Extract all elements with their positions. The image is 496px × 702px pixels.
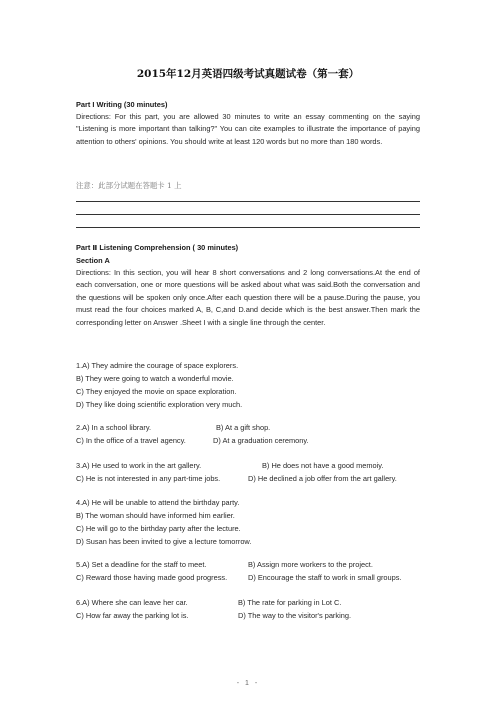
q6-option-d: D) The way to the visitor's parking.	[238, 611, 351, 620]
part2-directions: Directions: In this section, you will hear 8 short conversations and 2 long conversations.At the end of each conversation, one or more questions will be asked about what was said.Both the conversation and the questions will be spoken only once.After each question there will be a pause.During the pause, you must read the four choices marked A, B, C,and D.and decide which is the best answer.Then mark the corresponding letter on Answer .Sheet I with a single line through the center.	[76, 268, 420, 327]
q4-option-c: C) He will go to the birthday party after the lecture.	[76, 524, 241, 533]
q6-row-2	[76, 610, 420, 622]
q6-option-b: B) The rate for parking in Lot C.	[238, 598, 342, 607]
q1-option-d: D) They like doing scientific exploration very much.	[76, 400, 243, 409]
q2-option-c: C) In the office of a travel agency.	[76, 436, 186, 445]
part1-heading: Part I Writing (30 minutes)	[76, 100, 168, 109]
q2-row-1	[76, 422, 420, 434]
q5-row-2	[76, 572, 420, 584]
q4-option-b: B) The woman should have informed him earlier.	[76, 511, 235, 520]
page-title: 2015年12月英语四级考试真题试卷（第一套）	[136, 68, 360, 80]
q5-option-a: 5.A) Set a deadline for the staff to meet.	[76, 560, 207, 569]
part2-heading: Part Ⅱ Listening Comprehension ( 30 minutes)	[76, 243, 239, 252]
answer-line	[76, 201, 420, 202]
q3-option-d: D) He declined a job offer from the art gallery.	[248, 474, 397, 483]
part1-directions: Directions: For this part, you are allowed 30 minutes to write an essay commenting on the saying "Listening is more important than talking?" You can cite examples to illustrate the importance of paying attention to others' opinions. You should write at least 120 words but no more than 180 words.	[76, 112, 420, 146]
q2-option-b: B) At a gift shop.	[216, 423, 271, 432]
q3-option-a: 3.A) He used to work in the art gallery.	[76, 461, 202, 470]
q5-option-b: B) Assign more workers to the project.	[248, 560, 373, 569]
q3-option-c: C) He is not interested in any part-time jobs.	[76, 474, 221, 483]
answer-line	[76, 227, 420, 228]
q5-row-1	[76, 559, 420, 571]
q6-row-1	[76, 597, 420, 609]
q2-option-d: D) At a graduation ceremony.	[213, 436, 309, 445]
q4-option-a: 4.A) He will be unable to attend the birthday party.	[76, 498, 240, 507]
q1-option-b: B) They were going to watch a wonderful movie.	[76, 374, 234, 383]
q3-option-b: B) He does not have a good memoiy.	[262, 461, 384, 470]
q5-option-c: C) Reward those having made good progress.	[76, 573, 228, 582]
q4-option-d: D) Susan has been invited to give a lecture tomorrow.	[76, 537, 252, 546]
q1-option-c: C) They enjoyed the movie on space exploration.	[76, 387, 237, 396]
q6-option-c: C) How far away the parking lot is.	[76, 611, 189, 620]
answer-line	[76, 214, 420, 215]
page-number: - 1 -	[236, 680, 260, 687]
answer-sheet-note: 注意：此部分试题在答题卡 1 上	[76, 181, 182, 190]
q1-option-a: 1.A) They admire the courage of space explorers.	[76, 361, 239, 370]
q3-row-1	[76, 460, 420, 472]
q6-option-a: 6.A) Where she can leave her car.	[76, 598, 188, 607]
q3-row-2	[76, 473, 420, 485]
q5-option-d: D) Encourage the staff to work in small groups.	[248, 573, 402, 582]
q2-option-a: 2.A) In a school library.	[76, 423, 152, 432]
section-a-heading: Section A	[76, 256, 110, 265]
q2-row-2	[76, 435, 420, 447]
